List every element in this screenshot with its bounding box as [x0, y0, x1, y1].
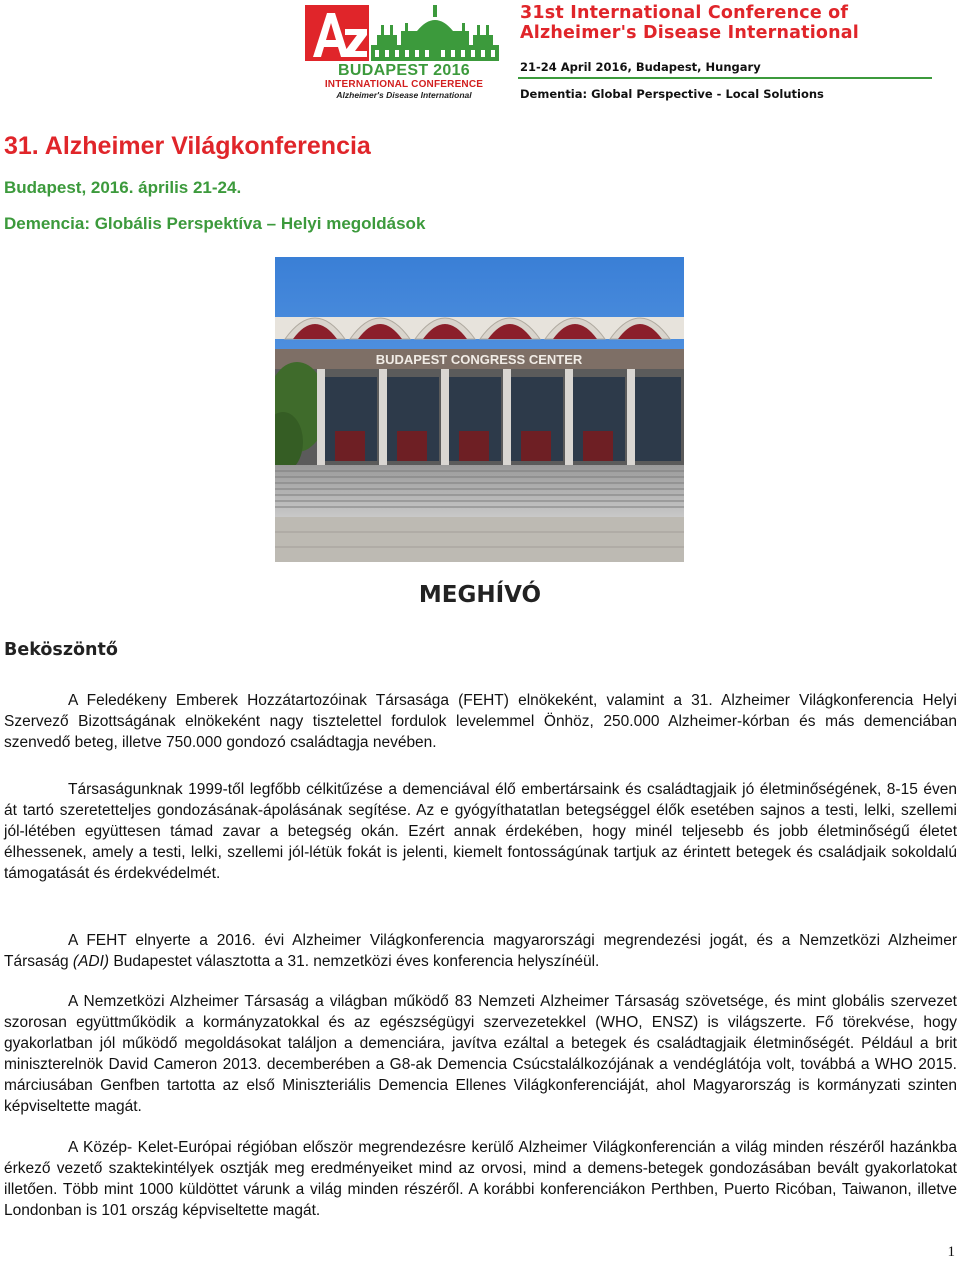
page-title: 31. Alzheimer Világkonferencia — [4, 132, 371, 160]
congress-center-photo — [275, 257, 684, 562]
conference-title-line1: 31st International Conference of — [520, 3, 849, 23]
paragraph-hosting-part1: A FEHT elnyerte a 2016. évi Alzheimer Világkonferencia magyarországi megrendezési jogát, és a Nemzetközi Alzheimer Társaság — [4, 932, 957, 970]
paragraph-adi: A Nemzetközi Alzheimer Társaság a világban működő 83 Nemzeti Alzheimer Társaság szövetsége, és mint globális szervezet szorosan együttműködik a kormányzatokkal és az egészségügyi szervezetekkel (WHO, ENSZ) is világszerte. Fő törekvése, hogy gyakorlatban jól működő megoldásokat találjon a demenciára, javítva ezáltal a betegek és családtagjaik életminőségét. Például a brit miniszterelnök David Cameron 2013. decemberében a G8-ak Demencia Csúcstalálkozójának a vendéglátója volt, továbbá a WHO 2015. márciusában Genfben tartotta az első Miniszteriális Demencia Ellenes Világkonferenciáját, ahol Magyarország is kormányzati szinten képviseltette magát. — [4, 993, 957, 1115]
conference-title — [520, 3, 940, 43]
banner-divider — [518, 77, 932, 79]
logo-organization: Alzheimer's Disease International — [336, 90, 472, 100]
adi-abbreviation: (ADI) — [72, 953, 110, 970]
conference-motto: Dementia: Global Perspective - Local Solutions — [520, 87, 824, 101]
building-sign: BUDAPEST CONGRESS CENTER — [375, 352, 583, 367]
conference-date: 21-24 April 2016, Budapest, Hungary — [520, 60, 761, 74]
conference-banner — [0, 0, 960, 110]
invitation-title: MEGHÍVÓ — [418, 582, 542, 608]
paragraph-hosting-part2: Budapestet választotta a 31. nemzetközi éves konferencia helyszínéül. — [109, 953, 600, 970]
logo-city: BUDAPEST 2016 — [338, 62, 470, 79]
paragraph-mission: Társaságunknak 1999-től legfőbb célkitűzése a demenciával élő embertársaink és családtagjaik jó életminőségének, 8-15 éven át tartó szeretetteljes gondozásának-ápolásának segítése. Az e gyógyíthatatlan betegséggel élők esetében sajnos a testi, lelki, szellemi jól-létében együttesen támad zavar a betegség okán. Ezért annak érdekében, hogy minél teljesebb és jobb életminőségű életet élhessenek, amely a testi, lelki, szellemi jól-létük fokát is jelenti, kiemelt fontosságúnak tartjuk az érintett betegek és családjaik sokoldalú támogatását és érdekvédelmét. — [4, 781, 957, 882]
conference-title-line2: Alzheimer's Disease International — [520, 23, 860, 43]
logo-subtitle: INTERNATIONAL CONFERENCE — [324, 79, 484, 90]
paragraph-hosting — [4, 930, 957, 972]
paragraph-intro: A Feledékeny Emberek Hozzátartozóinak Társasága (FEHT) elnökeként, valamint a 31. Alzheimer Világkonferencia Helyi Szervező Bizottságának elnökeként nagy tisztelettel fordulok levelemmel Önhöz, 250.000 Alzheimer-kórban és más demenciában szenvedő beteg, illetve 750.000 gondozó családtagja nevében. — [4, 692, 957, 751]
logo-emblem — [305, 5, 503, 65]
page-number: 1 — [947, 1244, 955, 1260]
event-date: Budapest, 2016. április 21-24. — [4, 178, 242, 197]
event-motto: Demencia: Globális Perspektíva – Helyi megoldások — [4, 214, 426, 233]
paragraph-region: A Közép- Kelet-Európai régióban először megrendezésre kerülő Alzheimer Világkonferencián a világ minden részéről hazánkba érkező vezető szaktekintélyek osztják meg eredményeiket mind az orvosi, mind a demens-betegek gondozásában bevált gyakorlatokat illetően. Több mint 1000 küldöttet várunk a világ minden részéről. A korábbi konferenciákon Perthben, Puerto Ricóban, Taiwanon, illetve Londonban is 101 ország képviseltette magát. — [4, 1139, 957, 1219]
logo-text — [306, 62, 502, 100]
greeting-title: Beköszöntő — [4, 640, 118, 660]
